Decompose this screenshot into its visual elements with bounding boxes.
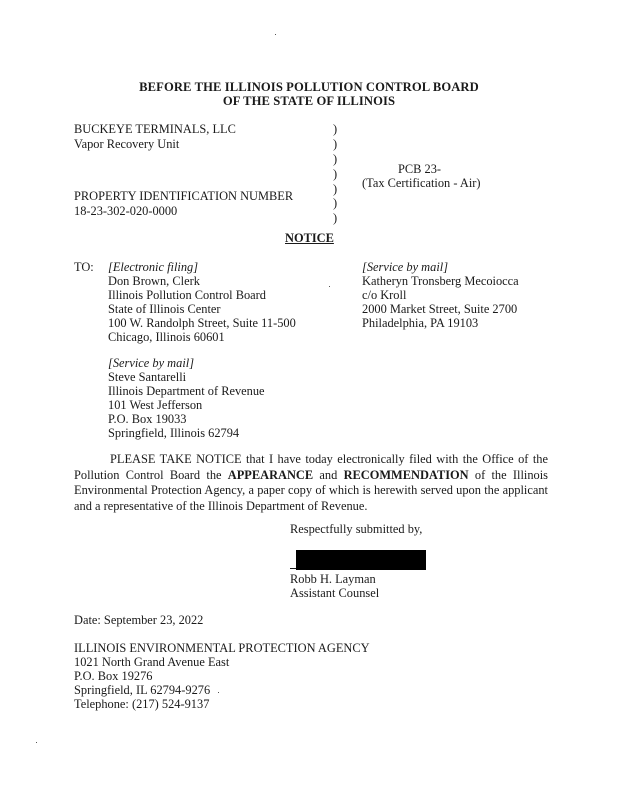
caption-paren: ): [333, 122, 338, 136]
pin-label: PROPERTY IDENTIFICATION NUMBER: [74, 189, 294, 203]
address-line: Steve Santarelli: [108, 370, 187, 384]
header-line-1: BEFORE THE ILLINOIS POLLUTION CONTROL BOARD: [139, 80, 479, 94]
address-line: 101 West Jefferson: [108, 398, 203, 412]
address-line: P.O. Box 19033: [108, 412, 187, 426]
agency-name: ILLINOIS ENVIRONMENTAL PROTECTION AGENCY: [74, 641, 370, 655]
body-rest: of the Illinois Environmental Protection Agency, a paper copy of which is herewith served upon the applicant and a representative of the Illinois Department of Revenue.: [74, 467, 548, 513]
notice-title: NOTICE: [285, 231, 334, 245]
body-appearance: APPEARANCE: [227, 467, 314, 482]
to-label: TO:: [74, 260, 94, 274]
caption-paren: ): [333, 167, 338, 181]
address-line: 2000 Market Street, Suite 2700: [362, 302, 518, 316]
address-line: State of Illinois Center: [108, 302, 221, 316]
case-type: (Tax Certification - Air): [362, 176, 481, 190]
address-line: Springfield, Illinois 62794: [108, 426, 240, 440]
agency-address-line: P.O. Box 19276: [74, 669, 153, 683]
agency-phone: Telephone: (217) 524-9137: [74, 697, 210, 711]
service-method: [Electronic filing]: [108, 260, 199, 274]
signer-title: Assistant Counsel: [290, 586, 380, 600]
address-line: Chicago, Illinois 60601: [108, 330, 225, 344]
address-line: Illinois Department of Revenue: [108, 384, 265, 398]
address-line: Illinois Pollution Control Board: [108, 288, 266, 302]
body-lead: PLEASE TAKE NOTICE that I have today electronically filed with the Office of the Pollution Control Board the: [74, 452, 548, 482]
pin-number: 18-23-302-020-0000: [74, 204, 178, 218]
caption-paren: ): [333, 137, 338, 151]
body-recommendation: RECOMMENDATION: [343, 467, 469, 482]
scan-speck: [329, 286, 330, 287]
case-number: PCB 23-: [398, 162, 442, 176]
date-line: Date: September 23, 2022: [74, 613, 204, 627]
unit-name: Vapor Recovery Unit: [74, 137, 180, 151]
scan-speck: [275, 34, 276, 35]
agency-address-line: 1021 North Grand Avenue East: [74, 655, 230, 669]
header-line-2: OF THE STATE OF ILLINOIS: [222, 94, 396, 108]
caption-paren: ): [333, 211, 338, 225]
party-name: BUCKEYE TERMINALS, LLC: [74, 122, 236, 136]
address-line: c/o Kroll: [362, 288, 407, 302]
caption-paren: ): [333, 182, 338, 196]
closing-line: Respectfully submitted by,: [290, 522, 423, 536]
address-line: Philadelphia, PA 19103: [362, 316, 479, 330]
address-line: Katheryn Tronsberg Mecoiocca: [362, 274, 519, 288]
caption-paren: ): [333, 152, 338, 166]
signer-name: Robb H. Layman: [290, 572, 376, 586]
body-and: and: [313, 467, 344, 482]
scan-speck: [218, 692, 219, 693]
notice-body: [74, 452, 548, 514]
address-line: 100 W. Randolph Street, Suite 11-500: [108, 316, 296, 330]
service-method: [Service by mail]: [108, 356, 195, 370]
address-line: Don Brown, Clerk: [108, 274, 200, 288]
agency-address-line: Springfield, IL 62794-9276: [74, 683, 211, 697]
caption-paren: ): [333, 196, 338, 210]
service-method: [Service by mail]: [362, 260, 449, 274]
redacted-signature: [296, 550, 426, 570]
scan-speck: [36, 742, 37, 743]
